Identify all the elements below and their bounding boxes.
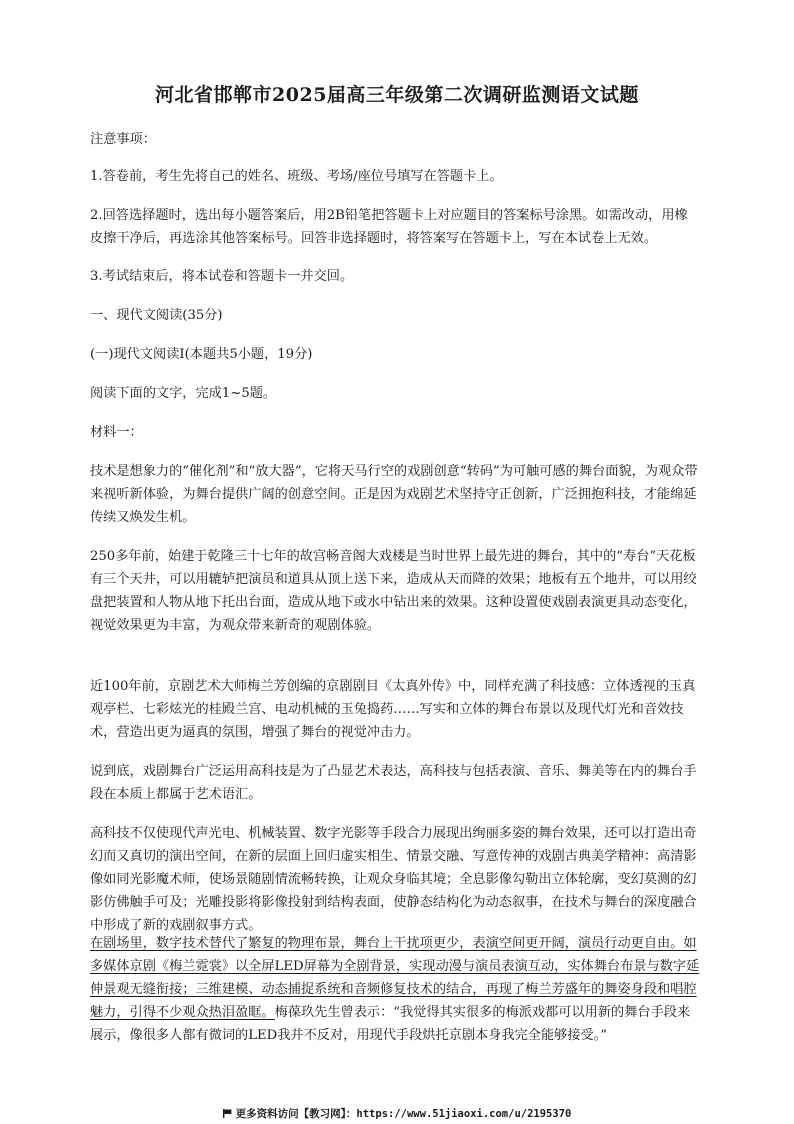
paragraph-4: 说到底，戏剧舞台广泛运用高科技是为了凸显艺术表达，高科技与包括表演、音乐、舞美等在内的舞台手段在本质上都属于艺术语汇。 <box>90 764 697 802</box>
reading-instruction: 阅读下面的文字，完成1~5题。 <box>90 386 277 401</box>
flag-icon <box>223 1109 232 1118</box>
notice-item-3: 3.考试结束后，将本试卷和答题卡一并交回。 <box>90 269 354 284</box>
page-title: 河北省邯郸市2025届高三年级第二次调研监测语文试题 <box>155 84 639 106</box>
paragraph-5: 高科技不仅使现代声光电、机械装置、数字光影等手段合力展现出绚丽多姿的舞台效果，还可以打造出奇幻而又真切的演出空间，在新的层面上回归虚实相生、情景交融、写意传神的戏剧古典美学精神：高清影像如同光影魔术师，使场景随剧情流畅转换，让观众身临其境；全息影像勾勒出立体轮廓，变幻莫测的幻影仿佛触手可及；光雕投影将影像投射到结构表面，使静态结构化为动态叙事，在技术与舞台的深度融合中形成了新的戏剧叙事方式。 <box>90 826 697 933</box>
paragraph-6 <box>90 932 700 1047</box>
paragraph-1: 技术是想象力的“催化剂”和“放大器”，它将天马行空的戏剧创意“转码”为可触可感的舞台面貌，为观众带来视听新体验，为舞台提供广阔的创意空间。正是因为戏剧艺术坚持守正创新，广泛拥抱科技，才能绵延传续又焕发生机。 <box>90 464 698 525</box>
notice-item-1: 1.答卷前，考生先将自己的姓名、班级、考场/座位号填写在答题卡上。 <box>90 169 503 184</box>
paragraph-2: 250多年前，始建于乾隆三十七年的故宫畅音阁大戏楼是当时世界上最先进的舞台，其中的“寿台”天花板有三个天井，可以用辘轳把演员和道具从顶上送下来，造成从天而降的效果；地板有五个地井，可以用绞盘把装置和人物从地下托出台面，造成从地下或水中钻出来的效果。这种设置使戏剧表演更具动态变化，视觉效果更为丰富，为观众带来新奇的观剧体验。 <box>90 549 697 633</box>
material-label: 材料一： <box>90 425 143 440</box>
notice-item-2: 2.回答选择题时，选出每小题答案后，用2B铅笔把答题卡上对应题目的答案标号涂黑。如需改动，用橡皮擦干净后，再选涂其他答案标号。回答非选择题时，将答案写在答题卡上，写在本试卷上无效。 <box>90 208 688 246</box>
footer-link[interactable] <box>0 1106 794 1121</box>
notice-heading: 注意事项： <box>90 132 156 147</box>
underlined-passage: 在剧场里，数字技术替代了繁复的物理布景，舞台上干扰项更少，表演空间更开阔，演员行动更自由。如多媒体京剧《梅兰霓裳》以全屏LED屏幕为全剧背景，实现动漫与演员表演互动，实体舞台布景与数字延伸景观无缝衔接；三维建模、动态捕捉系统和音频修复技术的结合，再现了梅兰芳盛年的舞姿身段和唱腔魅力，引得不少观众热泪盈眶。 <box>90 936 700 1020</box>
paragraph-3: 近100年前，京剧艺术大师梅兰芳创编的京剧剧目《太真外传》中，同样充满了科技感：立体透视的玉真观亭栏、七彩炫光的桂殿兰宫、电动机械的玉兔捣药……写实和立体的舞台布景以及现代灯光和音效技术，营造出更为逼真的氛围，增强了舞台的视觉冲击力。 <box>90 679 696 740</box>
section-heading: 一、现代文阅读(35分) <box>90 308 223 323</box>
paragraph-6-rest: 梅葆玖先生曾表示：“我觉得其实很多的梅派戏都可以用新的舞台手段来展示，像很多人都有微词的LED我并不反对，用现代手段烘托京剧本身我完全能够接受。” <box>90 1005 691 1043</box>
subsection-heading: (一)现代文阅读Ⅰ(本题共5小题，19分) <box>90 347 313 362</box>
footer-text: 更多资料访问【教习网】：https://www.51jiaoxi.com/u/2195370 <box>235 1108 572 1120</box>
